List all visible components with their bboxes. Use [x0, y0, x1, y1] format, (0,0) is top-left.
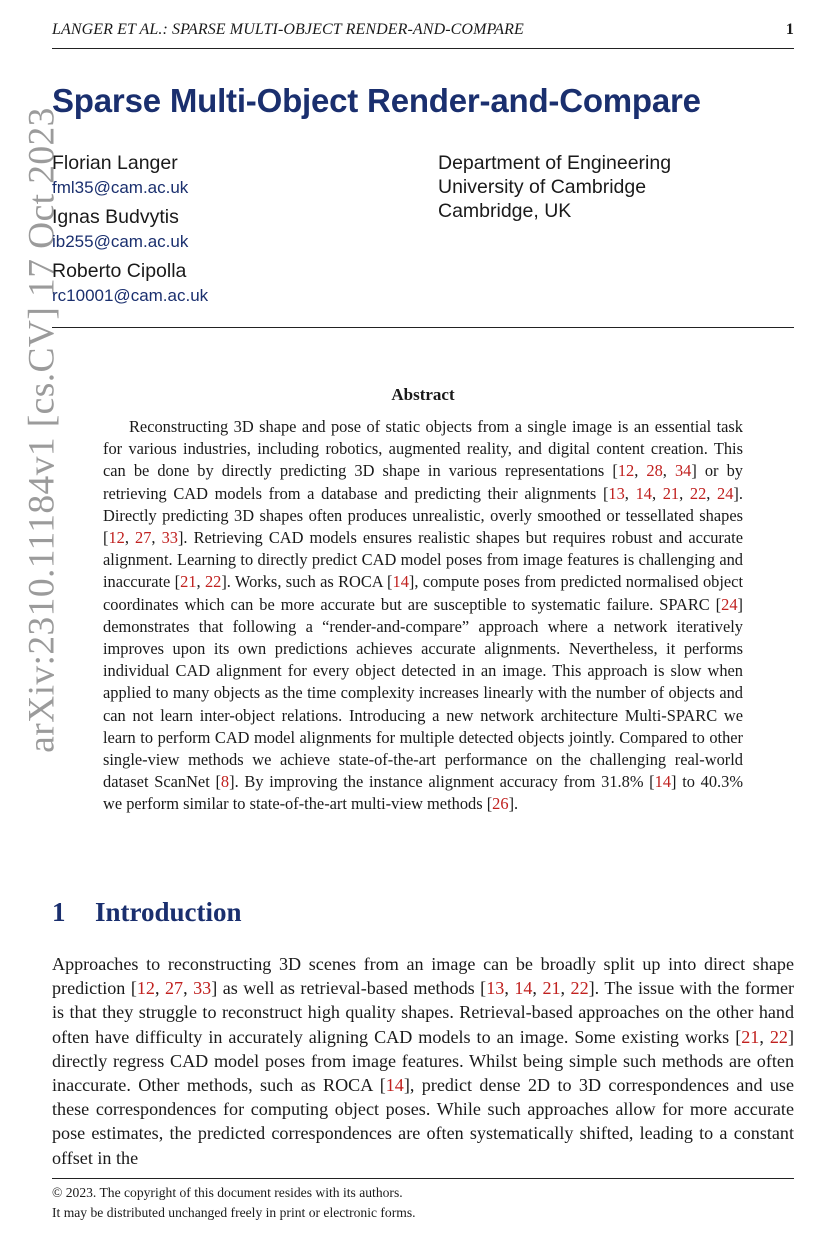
- body-text: Reconstructing 3D shape and pose of static objects from a single image is an essential task for various industries, including robotics, augmented reality, and digital content creation. This can be done by directly predicting 3D shape in various representations [: [103, 417, 743, 481]
- body-text: ] as well as retrieval-based methods [: [211, 978, 487, 999]
- body-text: ], compute poses from predicted normalised object coordinates which can be more accurate but are susceptible to systematic failure. SPARC [: [103, 572, 744, 614]
- author-name: Roberto Cipolla: [52, 260, 187, 282]
- body-text: ]. Retrieving CAD models ensures realistic shapes but requires robust and accurate alignment. Learning to directly predict CAD model poses from image features is challenging and inaccurate [: [103, 528, 743, 592]
- citation-link[interactable]: 12: [108, 528, 125, 548]
- body-text: ,: [183, 978, 194, 999]
- citation-link[interactable]: 13: [486, 978, 505, 999]
- citation-link[interactable]: 33: [161, 528, 178, 548]
- citation-link[interactable]: 22: [570, 978, 589, 999]
- body-text: ], predict dense 2D to 3D correspondences and use these correspondences for computing object poses. While such approaches allow for more accurate pose estimates, the predicted correspondences are often systematically shifted, leading to a constant offset in the: [52, 1075, 794, 1168]
- paper-title: Sparse Multi-Object Render-and-Compare: [52, 82, 701, 119]
- citation-link[interactable]: 24: [717, 483, 734, 503]
- copyright-line: © 2023. The copyright of this document resides with its authors.: [52, 1185, 403, 1200]
- affiliation-location: Cambridge, UK: [438, 200, 572, 222]
- citation-link[interactable]: 22: [769, 1026, 788, 1047]
- body-text: ,: [124, 528, 136, 548]
- citation-link[interactable]: 14: [385, 1075, 404, 1096]
- citation-link[interactable]: 34: [674, 461, 692, 481]
- citation-link[interactable]: 28: [646, 461, 663, 481]
- author-email-link[interactable]: rc10001@cam.ac.uk: [52, 286, 209, 305]
- header-rule: [52, 48, 794, 49]
- body-text: ,: [634, 461, 647, 481]
- abstract-body: [103, 416, 743, 816]
- body-text: ,: [624, 483, 636, 503]
- running-head: [52, 21, 794, 43]
- footer-rule: [52, 1178, 794, 1179]
- citation-link[interactable]: 8: [220, 772, 230, 792]
- affiliation: [438, 151, 671, 223]
- body-text: ,: [662, 461, 675, 481]
- citation-link[interactable]: 22: [689, 483, 707, 503]
- citation-link[interactable]: 21: [741, 1026, 760, 1047]
- citation-link[interactable]: 14: [514, 978, 533, 999]
- citation-link[interactable]: 21: [180, 572, 197, 592]
- body-text: ,: [504, 978, 515, 999]
- citation-link[interactable]: 24: [721, 594, 738, 614]
- citation-link[interactable]: 14: [635, 483, 652, 503]
- introduction-paragraph: [52, 952, 794, 1170]
- body-text: ] to 40.3% we perform similar to state-of-the-art multi-view methods [: [103, 772, 743, 814]
- body-text: ,: [154, 978, 165, 999]
- body-text: ,: [651, 483, 663, 503]
- body-text: ]. The issue with the former is that they struggle to reconstruct high quality shapes. Retrieval-based approaches on the other hand often have difficulty in accurately aligning CAD models to an image. Some existing works [: [52, 978, 795, 1047]
- author-name: Florian Langer: [52, 152, 178, 174]
- affiliation-department: Department of Engineering: [438, 152, 672, 174]
- body-text: ]. Directly predicting 3D shapes often produces unrealistic, overly smoothed or tessellated shapes [: [103, 483, 743, 548]
- section-title: Introduction: [95, 897, 242, 927]
- body-text: ,: [532, 978, 543, 999]
- page-number: 1: [785, 21, 794, 38]
- distribution-line: It may be distributed unchanged freely in print or electronic forms.: [52, 1205, 416, 1220]
- body-text: ,: [759, 1026, 770, 1047]
- body-text: ]. Works, such as ROCA [: [221, 572, 393, 592]
- body-text: ,: [679, 483, 690, 503]
- abstract-heading: Abstract: [391, 385, 455, 404]
- body-text: ,: [196, 572, 205, 592]
- section-heading: [52, 897, 242, 928]
- body-text: ,: [706, 483, 718, 503]
- body-text: ] or by retrieving CAD models from a database and predicting their alignments [: [103, 461, 743, 503]
- citation-link[interactable]: 12: [617, 461, 635, 481]
- citation-link[interactable]: 22: [204, 572, 222, 592]
- citation-link[interactable]: 27: [164, 978, 184, 999]
- title-block-rule: [52, 327, 794, 328]
- citation-link[interactable]: 33: [193, 978, 212, 999]
- citation-link[interactable]: 21: [662, 483, 680, 503]
- body-text: ].: [508, 794, 519, 814]
- citation-link[interactable]: 12: [136, 978, 155, 999]
- author-email-link[interactable]: ib255@cam.ac.uk: [52, 232, 189, 251]
- introduction-body: [52, 952, 794, 1170]
- citation-link[interactable]: 14: [654, 772, 672, 792]
- citation-link[interactable]: 27: [135, 528, 152, 548]
- abstract-paragraph: [103, 416, 743, 816]
- citation-link[interactable]: 26: [492, 794, 509, 814]
- copyright-footer: [52, 1183, 652, 1223]
- author-name: Ignas Budvytis: [52, 206, 179, 228]
- author-email-link[interactable]: fml35@cam.ac.uk: [52, 178, 189, 197]
- citation-link[interactable]: 21: [542, 978, 561, 999]
- body-text: ] demonstrates that following a “render-and-compare” approach where a network iteratively improves upon its own predictions achieves accurate alignments. Nevertheless, it performs individual CAD alignment for every object detected in an image. This approach is slow when applied to many objects as the time complexity increases linearly with the number of objects and can not learn inter-object relations. Introducing a new network architecture Multi-SPARC we learn to perform CAD model alignments for multiple detected objects jointly. Compared to other single-view methods we achieve state-of-the-art performance on the challenging real-world dataset ScanNet [: [103, 594, 743, 792]
- arxiv-stamp-text: arXiv:2310.11184v1 [cs.CV] 17 Oct 2023: [21, 107, 63, 753]
- body-text: Approaches to reconstructing 3D scenes from an image can be broadly split up into direct shape prediction [: [52, 954, 794, 999]
- citation-link[interactable]: 13: [608, 483, 625, 503]
- affiliation-university: University of Cambridge: [438, 176, 647, 198]
- body-text: ] directly regress CAD model poses from image features. Whilst being simple such methods are often inaccurate. Other methods, such as ROCA [: [52, 1026, 794, 1096]
- body-text: ]. By improving the instance alignment accuracy from 31.8% [: [229, 772, 655, 792]
- body-text: ,: [151, 528, 162, 548]
- body-text: ,: [560, 978, 571, 999]
- citation-link[interactable]: 14: [392, 572, 409, 592]
- running-head-text: LANGER ET AL.: SPARSE MULTI-OBJECT RENDER-AND-COMPARE: [52, 21, 524, 38]
- section-number: 1: [52, 897, 66, 927]
